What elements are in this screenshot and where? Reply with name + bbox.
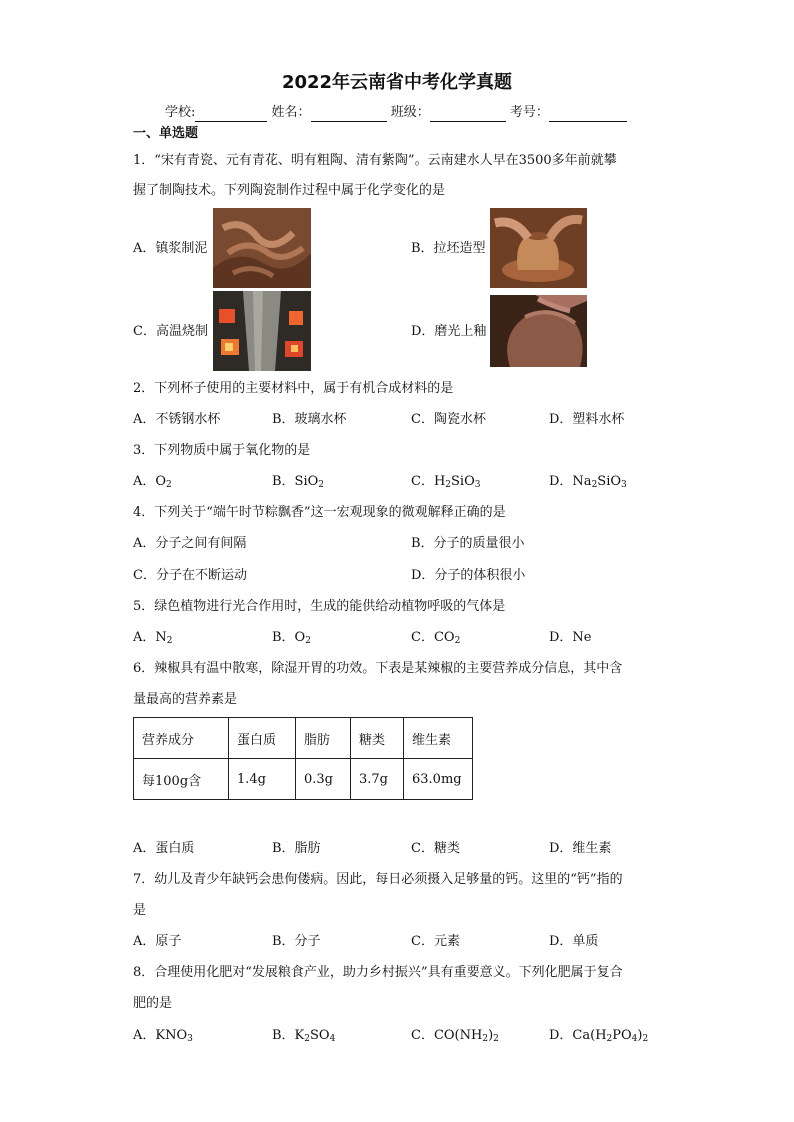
table-cell: 每100g含 xyxy=(134,759,229,800)
q4-option-b[interactable]: B．分子的质量很小 xyxy=(411,536,525,551)
table-header-cell: 营养成分 xyxy=(134,718,229,759)
school-blank[interactable] xyxy=(195,107,267,122)
pottery-wheel-photo xyxy=(490,208,587,288)
page-title: 2022年云南省中考化学真题 xyxy=(281,72,513,93)
table-cell: 0.3g xyxy=(296,759,351,800)
kiln-firing-photo xyxy=(213,291,311,371)
class-label: 班级： xyxy=(390,105,430,120)
q8-option-a[interactable]: A．$KNO_3$ xyxy=(133,1028,193,1044)
q2-option-b[interactable]: B．玻璃水杯 xyxy=(272,412,347,427)
q4-option-c[interactable]: C．分子在不断运动 xyxy=(133,568,247,583)
exam-no-label: 考号： xyxy=(509,105,549,120)
school-label: 学校: xyxy=(165,105,196,120)
name-label: 姓名： xyxy=(271,105,311,120)
q2-option-d[interactable]: D．塑料水杯 xyxy=(549,412,625,427)
q4-option-d[interactable]: D．分子的体积很小 xyxy=(411,568,526,583)
q8-option-b[interactable]: B．$K_2SO_4$ xyxy=(272,1028,336,1044)
q2-option-a[interactable]: A．不锈钢水杯 xyxy=(133,412,221,427)
q5-option-b[interactable]: B．$O_2$ xyxy=(272,630,311,646)
q1-stem-line2: 握了制陶技术。下列陶瓷制作过程中属于化学变化的是 xyxy=(133,183,446,198)
name-blank[interactable] xyxy=(311,107,387,122)
q6-option-c[interactable]: C．糖类 xyxy=(411,841,460,856)
q7-option-b[interactable]: B．分子 xyxy=(272,934,321,949)
q7-option-c[interactable]: C．元素 xyxy=(411,934,460,949)
table-header-row xyxy=(134,718,473,759)
q1-stem-line1: 1．“宋有青瓷、元有青花、明有粗陶、清有紫陶”。云南建水人早在3500多年前就攀 xyxy=(133,153,617,168)
q3-option-c[interactable]: C．$H_2SiO_3$ xyxy=(411,474,481,490)
q3-option-d[interactable]: D．$Na_2SiO_3$ xyxy=(549,474,627,490)
table-header-cell: 糖类 xyxy=(351,718,404,759)
q7-stem-line2: 是 xyxy=(133,903,147,918)
q6-stem-line2: 量最高的营养素是 xyxy=(133,692,238,707)
q5-option-c[interactable]: C．$CO_2$ xyxy=(411,630,461,646)
exam-info-header xyxy=(165,104,627,122)
table-cell: 1.4g xyxy=(229,759,296,800)
q8-stem-line1: 8．合理使用化肥对“发展粮食产业，助力乡村振兴”具有重要意义。下列化肥属于复合 xyxy=(133,965,623,980)
q1-option-d[interactable]: D．磨光上釉 xyxy=(411,324,487,339)
q7-option-a[interactable]: A．原子 xyxy=(133,934,182,949)
table-cell: 63.0mg xyxy=(404,759,473,800)
q2-option-c[interactable]: C．陶瓷水杯 xyxy=(411,412,486,427)
q5-option-a[interactable]: A．$N_2$ xyxy=(133,630,173,646)
q8-option-c[interactable]: C．$CO(NH_2)_2$ xyxy=(411,1028,499,1044)
q5-option-d[interactable]: D．Ne xyxy=(549,630,592,645)
q3-option-a[interactable]: A．$O_2$ xyxy=(133,474,172,490)
q8-option-d[interactable]: D．$Ca(H_2PO_4)_2$ xyxy=(549,1028,649,1044)
q3-stem: 3．下列物质中属于氧化物的是 xyxy=(133,443,311,458)
exam-no-blank[interactable] xyxy=(549,107,627,122)
q4-stem: 4．下列关于“端午时节粽飘香”这一宏观现象的微观解释正确的是 xyxy=(133,505,506,520)
q7-option-d[interactable]: D．单质 xyxy=(549,934,599,949)
table-header-cell: 维生素 xyxy=(404,718,473,759)
q6-stem-line1: 6．辣椒具有温中散寒，除湿开胃的功效。下表是某辣椒的主要营养成分信息，其中含 xyxy=(133,661,623,676)
q8-stem-line2: 肥的是 xyxy=(133,996,173,1011)
q6-option-d[interactable]: D．维生素 xyxy=(549,841,612,856)
class-blank[interactable] xyxy=(430,107,506,122)
table-row xyxy=(134,759,473,800)
table-header-cell: 脂肪 xyxy=(296,718,351,759)
nutrition-table xyxy=(133,717,473,800)
q6-option-a[interactable]: A．蛋白质 xyxy=(133,841,195,856)
section-heading: 一、单选题 xyxy=(133,126,199,141)
q6-option-b[interactable]: B．脂肪 xyxy=(272,841,321,856)
clay-kneading-photo xyxy=(213,208,311,288)
q4-option-a[interactable]: A．分子之间有间隔 xyxy=(133,536,247,551)
table-header-cell: 蛋白质 xyxy=(229,718,296,759)
table-cell: 3.7g xyxy=(351,759,404,800)
q2-stem: 2．下列杯子使用的主要材料中，属于有机合成材料的是 xyxy=(133,381,454,396)
polishing-glaze-photo xyxy=(490,295,587,367)
q5-stem: 5．绿色植物进行光合作用时，生成的能供给动植物呼吸的气体是 xyxy=(133,599,506,614)
q1-option-c[interactable]: C．高温烧制 xyxy=(133,324,208,339)
q1-option-a[interactable]: A．镇浆制泥 xyxy=(133,241,208,256)
q3-option-b[interactable]: B．SiO$_2$ xyxy=(272,474,325,490)
q1-option-b[interactable]: B．拉坯造型 xyxy=(411,241,486,256)
q7-stem-line1: 7．幼儿及青少年缺钙会患佝偻病。因此，每日必须摄入足够量的钙。这里的“钙”指的 xyxy=(133,872,623,887)
